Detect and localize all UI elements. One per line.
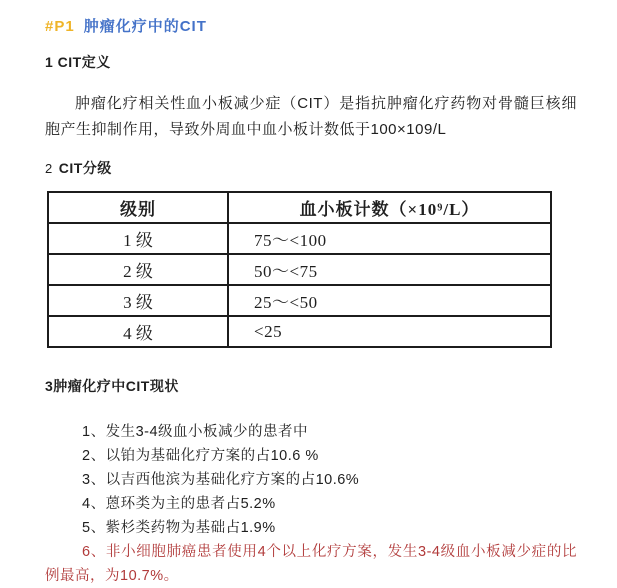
list-item-highlighted: 6、非小细胞肺癌患者使用4个以上化疗方案，发生3-4级血小板减少症的比例最高，为10.7%。 [45,544,577,584]
table-cell-grade: 1 级 [48,223,228,254]
page-title-line [45,15,577,36]
section-status-heading: 3肿瘤化疗中CIT现状 [45,378,179,394]
page-title: 肿瘤化疗中的CIT [83,18,207,35]
table-cell-grade: 2 级 [48,254,228,285]
list-item: 4、蒽环类为主的患者占5.2% [82,496,276,512]
table-cell-count: 50～<75 [228,254,551,285]
list-item: 5、紫杉类药物为基础占1.9% [82,520,276,536]
cit-status-list [45,420,577,588]
table-header-row [48,192,551,223]
table-header-grade: 级别 [48,192,228,223]
table-cell-grade: 4 级 [48,316,228,347]
section-definition-heading: 1 CIT定义 [45,54,111,70]
list-item: 2、以铂为基础化疗方案的占10.6 % [82,448,319,464]
page-tag: #P1 [45,18,75,35]
table-row [48,254,551,285]
table-row [48,316,551,347]
table-cell-count: 75～<100 [228,223,551,254]
section-grading-number: 2 [45,161,53,176]
table-cell-grade: 3 级 [48,285,228,316]
list-item: 3、以吉西他滨为基础化疗方案的占10.6% [82,472,360,488]
table-row [48,285,551,316]
cit-grading-table [47,191,552,348]
cit-definition-paragraph: 肿瘤化疗相关性血小板减少症（CIT）是指抗肿瘤化疗药物对骨髓巨核细胞产生抑制作用，导致外周血中血小板计数低于100×109/L [45,95,577,138]
section-grading-heading [45,158,577,178]
table-cell-count: <25 [228,316,551,347]
list-item: 1、发生3-4级血小板减少的患者中 [82,424,309,440]
table-cell-count: 25～<50 [228,285,551,316]
table-header-platelet-count: 血小板计数（×10⁹/L） [228,192,551,223]
table-row [48,223,551,254]
section-grading-label: CIT分级 [58,160,112,176]
